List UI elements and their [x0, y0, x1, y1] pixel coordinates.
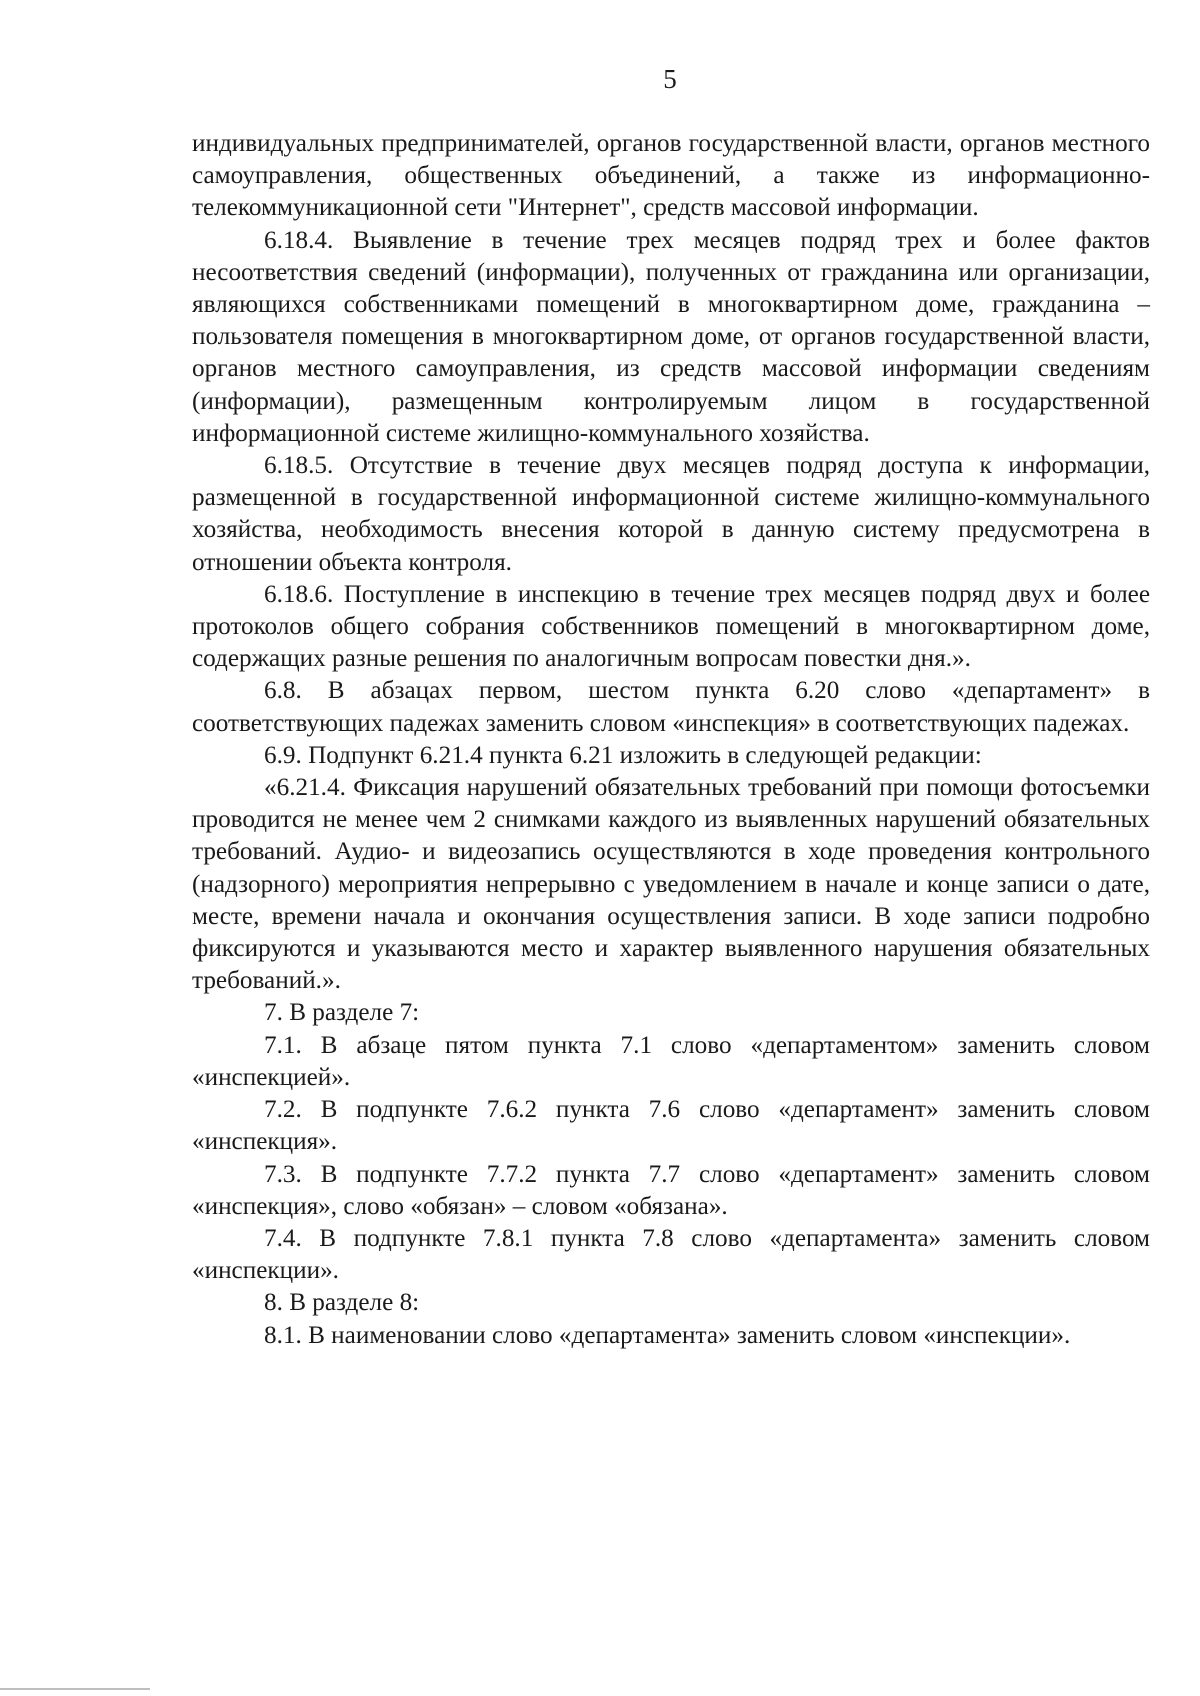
paragraph-7-4: 7.4. В подпункте 7.8.1 пункта 7.8 слово «департамента» заменить словом «инспекции».	[192, 1224, 1150, 1285]
document-body	[192, 128, 1150, 1352]
page-number: 5	[663, 64, 677, 94]
paragraph-7: 7. В разделе 7:	[264, 999, 420, 1027]
paragraph-6-9: 6.9. Подпункт 6.21.4 пункта 6.21 изложить в следующей редакции:	[264, 741, 982, 769]
paragraph-7-3: 7.3. В подпункте 7.7.2 пункта 7.7 слово «департамент» заменить словом «инспекция», слово «обязан» – словом «обязана».	[192, 1160, 1150, 1220]
paragraph-6-18-5: 6.18.5. Отсутствие в течение двух месяцев подряд доступа к информации, размещенной в государственной информационной системе жилищно-коммунального хозяйства, необходимость внесения которой в данную систему предусмотрена в отношении объекта контроля.	[192, 452, 1150, 576]
scan-edge-artifact	[0, 1688, 150, 1690]
paragraph-continuation: индивидуальных предпринимателей, органов государственной власти, органов местного самоуправления, общественных объединений, а также из информационно-телекоммуникационной сети "Интернет", средств массовой информации.	[192, 130, 1150, 222]
paragraph-6-8: 6.8. В абзацах первом, шестом пункта 6.20 слово «департамент» в соответствующих падежах заменить словом «инспекция» в соответствующих падежах.	[192, 677, 1150, 737]
paragraph-7-1: 7.1. В абзаце пятом пункта 7.1 слово «департаментом» заменить словом «инспекцией».	[192, 1031, 1150, 1091]
paragraph-6-18-6: 6.18.6. Поступление в инспекцию в течение трех месяцев подряд двух и более протоколов общего собрания собственников помещений в многоквартирном доме, содержащих разные решения по аналогичным вопросам повестки дня.».	[192, 580, 1150, 673]
paragraph-6-21-4: «6.21.4. Фиксация нарушений обязательных требований при помощи фотосъемки проводится не менее чем 2 снимками каждого из выявленных нарушений обязательных требований. Аудио- и видеозапись осуществляются в ходе проведения контрольного (надзорного) мероприятия непрерывно с уведомлением в начале и конце записи о дате, месте, времени начала и окончания осуществления записи. В ходе записи подробно фиксируются и указываются место и характер выявленного нарушения обязательных требований.».	[192, 774, 1150, 995]
paragraph-7-2: 7.2. В подпункте 7.6.2 пункта 7.6 слово «департамент» заменить словом «инспекция».	[192, 1096, 1150, 1156]
paragraph-6-18-4: 6.18.4. Выявление в течение трех месяцев подряд трех и более фактов несоответствия сведений (информации), полученных от гражданина или организации, являющихся собственниками помещений в многоквартирном доме, гражданина – пользователя помещения в многоквартирном доме, от органов государственной власти, органов местного самоуправления, из средств массовой информации сведениям (информации), размещенным контролируемым лицом в государственной информационной системе жилищно-коммунального хозяйства.	[192, 226, 1150, 447]
paragraph-8-1: 8.1. В наименовании слово «департамента» заменить словом «инспекции».	[264, 1321, 1071, 1349]
paragraph-8: 8. В разделе 8:	[264, 1289, 420, 1317]
